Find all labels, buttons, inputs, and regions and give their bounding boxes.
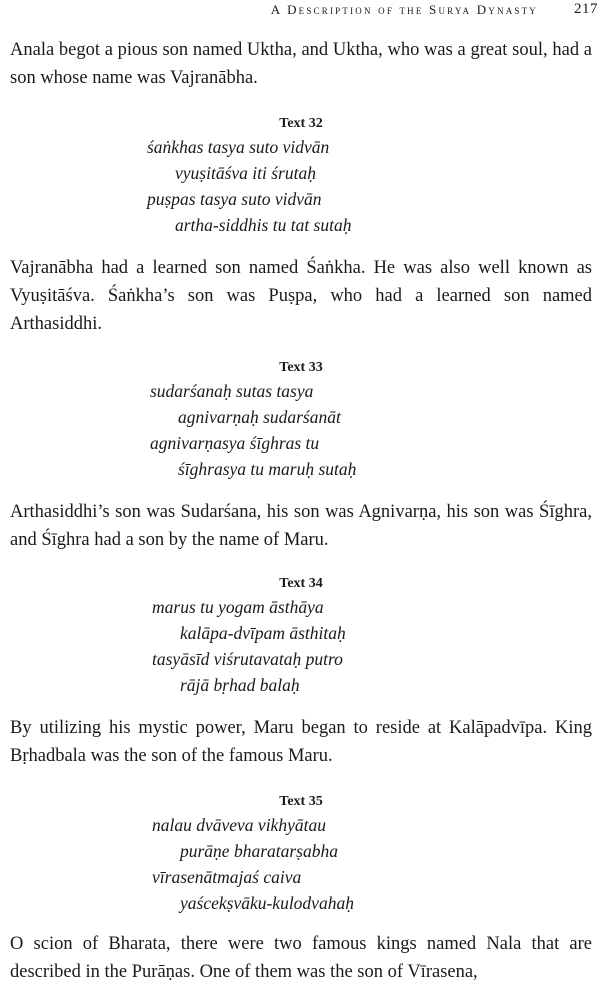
running-head <box>0 0 600 22</box>
verse-text-35 <box>10 792 592 916</box>
page-body <box>10 36 592 986</box>
verse-line: śaṅkhas tasya suto vidvān <box>147 137 330 157</box>
verse-heading: Text 34 <box>279 576 323 591</box>
verse-lines <box>152 594 592 698</box>
verse-lines <box>147 134 592 238</box>
verse-line: śīghrasya tu maruḥ sutaḥ <box>178 459 357 479</box>
verse-line: tasyāsīd viśrutavataḥ putro <box>152 649 343 669</box>
verse-text-32 <box>10 114 592 238</box>
translation-paragraph: Vajranābha had a learned son named Śaṅkha. He was also well known as Vyuṣitāśva. Śaṅkha’s son was Puṣpa, who had a learned son named Arthasiddhi. <box>10 258 592 334</box>
verse-text-34 <box>10 574 592 698</box>
verse-line: puṣpas tasya suto vidvān <box>147 189 322 209</box>
translation-paragraph: Anala begot a pious son named Uktha, and Uktha, who was a great soul, had a son whose name was Vajranābha. <box>10 40 592 88</box>
verse-line: marus tu yogam āsthāya <box>152 597 324 617</box>
verse-line: agnivarṇaḥ sudarśanāt <box>178 407 341 427</box>
translation-paragraph: Arthasiddhi’s son was Sudarśana, his son was Agnivarṇa, his son was Śīghra, and Śīghra had a son by the name of Maru. <box>10 502 592 550</box>
verse-line: yaścekṣvāku-kulodvahaḥ <box>180 893 354 913</box>
verse-heading: Text 35 <box>279 794 323 809</box>
translation-paragraph: By utilizing his mystic power, Maru began to reside at Kalāpadvīpa. King Bṛhadbala was the son of the famous Maru. <box>10 718 592 766</box>
verse-line: kalāpa-dvīpam āsthitaḥ <box>180 623 346 643</box>
verse-lines <box>150 378 592 482</box>
verse-line: nalau dvāveva vikhyātau <box>152 815 326 835</box>
verse-line: rājā bṛhad balaḥ <box>180 675 300 695</box>
page-number: 217 <box>574 1 598 17</box>
verse-lines <box>152 812 592 916</box>
verse-line: sudarśanaḥ sutas tasya <box>150 381 314 401</box>
verse-text-33 <box>10 358 592 482</box>
verse-heading: Text 33 <box>279 360 323 375</box>
verse-line: artha-siddhis tu tat sutaḥ <box>175 215 352 235</box>
verse-line: purāṇe bharatarṣabha <box>180 841 338 861</box>
verse-heading: Text 32 <box>279 116 323 131</box>
verse-line: agnivarṇasya śīghras tu <box>150 433 320 453</box>
verse-line: vīrasenātmajaś caiva <box>152 867 302 887</box>
verse-line: vyuṣitāśva iti śrutaḥ <box>175 163 316 183</box>
running-title: A Description of the Surya Dynasty <box>270 2 538 17</box>
translation-paragraph: O scion of Bharata, there were two famous kings named Nala that are described in the Purāṇas. One of them was the son of Vīrasena, <box>10 934 592 982</box>
